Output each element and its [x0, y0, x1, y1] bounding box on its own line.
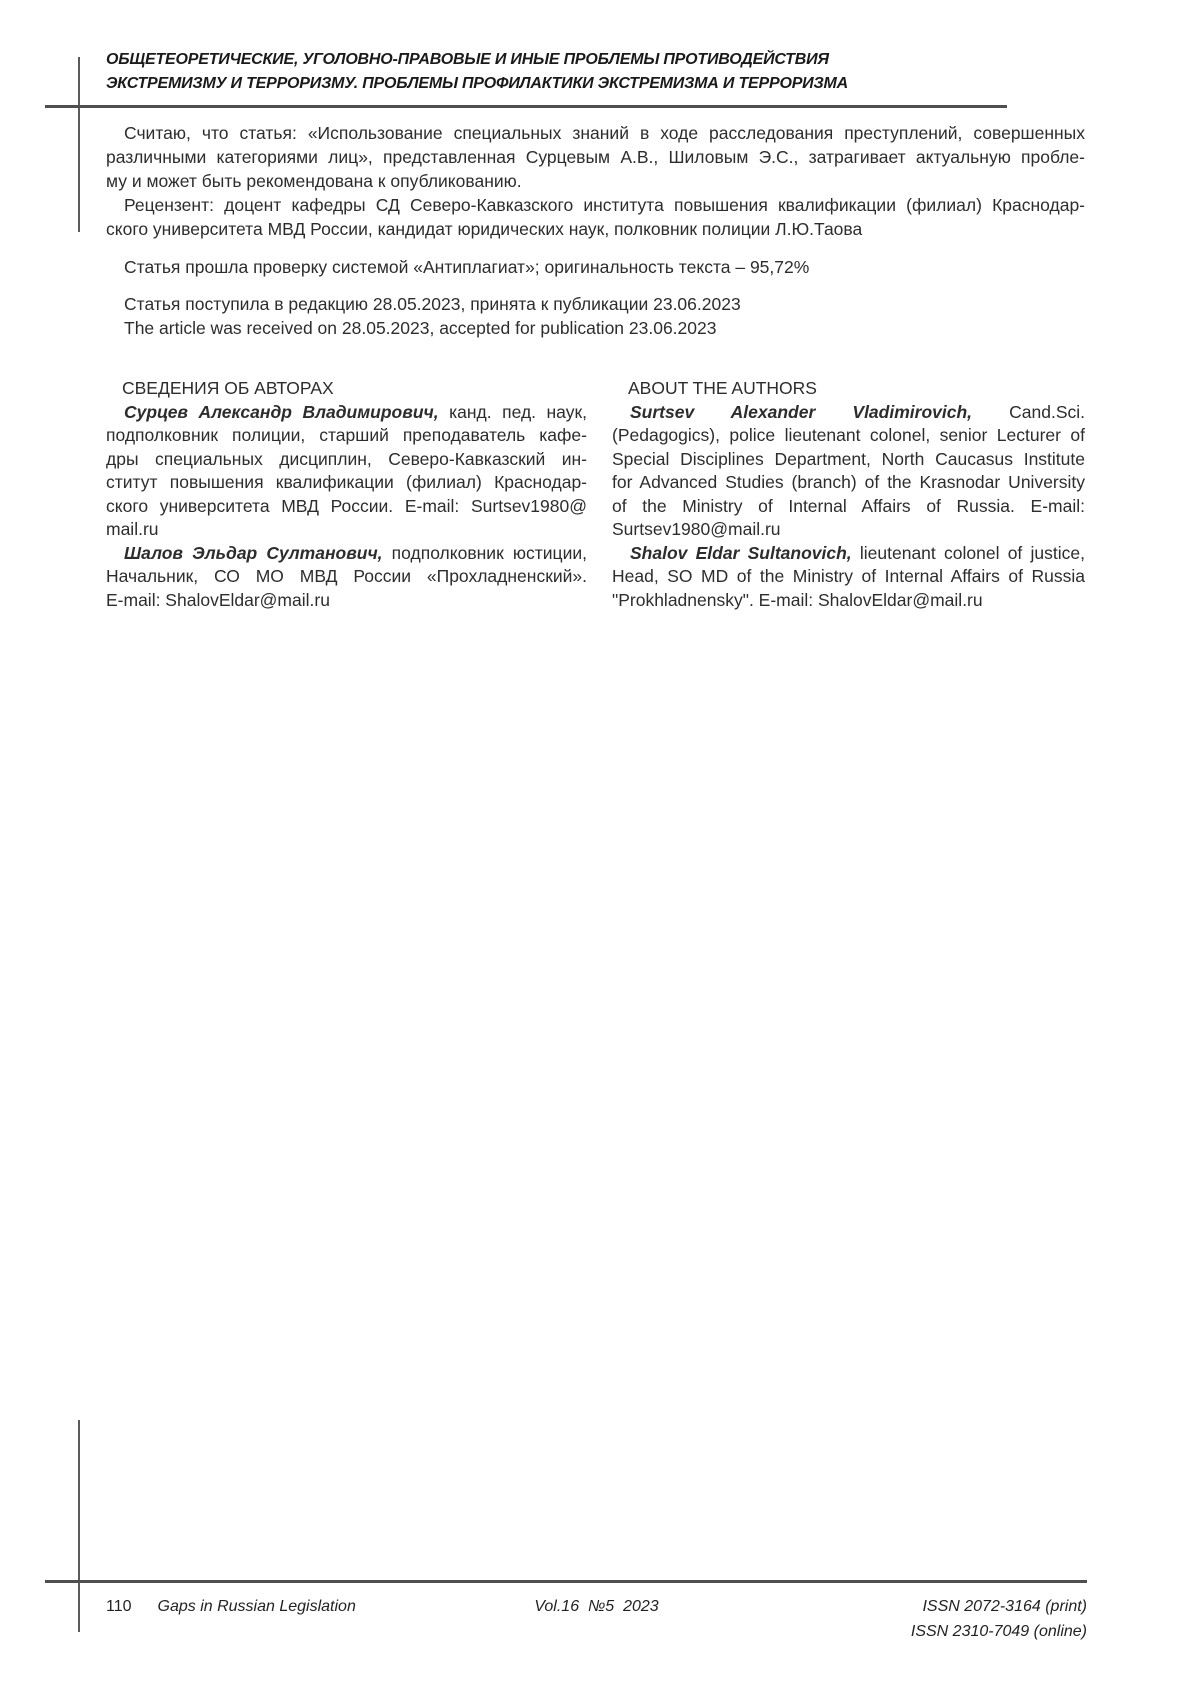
text-line: (Pedagogics), police lieutenant colonel, senior Lecturer of	[612, 425, 1085, 445]
margin-rule-bottom	[78, 1420, 80, 1632]
text-line: Рецензент: доцент кафедры СД Северо-Кавказского института повышения квалификации (филиал) Краснодар-	[124, 195, 1085, 215]
received-date-ru: Статья поступила в редакцию 28.05.2023, принята к публикации 23.06.2023	[124, 294, 741, 314]
author-name: Shalov Eldar Sultanovich,	[630, 542, 852, 563]
authors-section	[106, 377, 1085, 612]
text-line: Head, SO MD of the Ministry of Internal Affairs of Russia	[612, 566, 1085, 586]
antiplagiat-note: Статья прошла проверку системой «Антиплагиат»; оригинальность текста – 95,72%	[124, 257, 810, 277]
review-block	[106, 121, 1085, 340]
volume-issue: Vol.16 №5 2023	[534, 1598, 659, 1615]
text-line: ского университета МВД России, кандидат юридических наук, полковник полиции Л.Ю.Таова	[106, 219, 863, 239]
author-entries-en	[612, 401, 1085, 613]
author-entries-ru	[106, 401, 587, 613]
author-entry-first-line: Shalov Eldar Sultanovich, lieutenant colonel of justice,	[630, 542, 1085, 563]
page-number: 110	[106, 1598, 132, 1615]
author-name: Шалов Эльдар Султанович,	[124, 542, 383, 563]
text-line: mail.ru	[106, 519, 159, 539]
text-line: ского университета МВД России. E-mail: Surtsev1980@	[106, 495, 587, 516]
author-entry-first-line: Сурцев Александр Владимирович, канд. пед. наук,	[124, 401, 587, 422]
author-entry-first-line: Шалов Эльдар Султанович, подполковник юстиции,	[124, 542, 587, 563]
text-line: Surtsev1980@mail.ru	[612, 519, 781, 539]
margin-rule-top	[78, 57, 80, 232]
footer-right	[760, 1594, 1087, 1644]
text-line: Начальник, СО МО МВД России «Прохладненский».	[106, 566, 587, 586]
authors-column-en	[612, 377, 1085, 612]
authors-heading-ru: СВЕДЕНИЯ ОБ АВТОРАХ	[122, 378, 334, 398]
section-header	[106, 48, 966, 96]
text-line: of the Ministry of Internal Affairs of Russia. E-mail:	[612, 495, 1085, 516]
text-line: подполковник полиции, старший преподаватель кафе-	[106, 425, 587, 445]
author-name: Surtsev Alexander Vladimirovich,	[630, 401, 973, 422]
text-line: for Advanced Studies (branch) of the Krasnodar University	[612, 472, 1085, 492]
journal-title: Gaps in Russian Legislation	[157, 1598, 356, 1615]
text-line: ститут повышения квалификации (филиал) Краснодар-	[106, 472, 587, 492]
section-header-line2: ЭКСТРЕМИЗМУ И ТЕРРОРИЗМУ. ПРОБЛЕМЫ ПРОФИЛАКТИКИ ЭКСТРЕМИЗМА И ТЕРРОРИЗМА	[106, 75, 849, 92]
received-date-en: The article was received on 28.05.2023, accepted for publication 23.06.2023	[124, 318, 717, 338]
authors-column-ru	[106, 377, 587, 612]
text-line: различными категориями лиц», представленная Сурцевым А.В., Шиловым Э.С., затрагивает актуальную пробле-	[106, 147, 1085, 167]
review-opinion-paragraph	[106, 121, 1085, 193]
author-name: Сурцев Александр Владимирович,	[124, 401, 439, 422]
text-line: дры специальных дисциплин, Северо-Кавказский ин-	[106, 448, 587, 469]
author-entry-first-line: Surtsev Alexander Vladimirovich, Cand.Sci.	[630, 401, 1085, 422]
header-divider	[45, 105, 1007, 108]
reviewer-paragraph	[106, 193, 1085, 241]
issn-print: ISSN 2072-3164 (print)	[922, 1598, 1087, 1615]
issn-online: ISSN 2310-7049 (online)	[910, 1623, 1087, 1640]
text-line: "Prokhladnensky". E-mail: ShalovEldar@mail.ru	[612, 589, 983, 610]
text-line: Special Disciplines Department, North Caucasus Institute	[612, 448, 1085, 469]
footer-divider	[45, 1580, 1087, 1583]
section-header-line1: ОБЩЕТЕОРЕТИЧЕСКИЕ, УГОЛОВНО-ПРАВОВЫЕ И ИНЫЕ ПРОБЛЕМЫ ПРОТИВОДЕЙСТВИЯ	[106, 51, 829, 68]
footer	[106, 1594, 1087, 1644]
received-dates	[106, 292, 1085, 340]
text-line: Считаю, что статья: «Использование специальных знаний в ходе расследования преступлений, совершенных	[124, 123, 1085, 143]
footer-left	[106, 1594, 433, 1619]
authors-heading-en: ABOUT THE AUTHORS	[628, 378, 817, 398]
text-line: E-mail: ShalovEldar@mail.ru	[106, 589, 330, 610]
text-line: му и может быть рекомендована к опубликованию.	[106, 171, 522, 191]
